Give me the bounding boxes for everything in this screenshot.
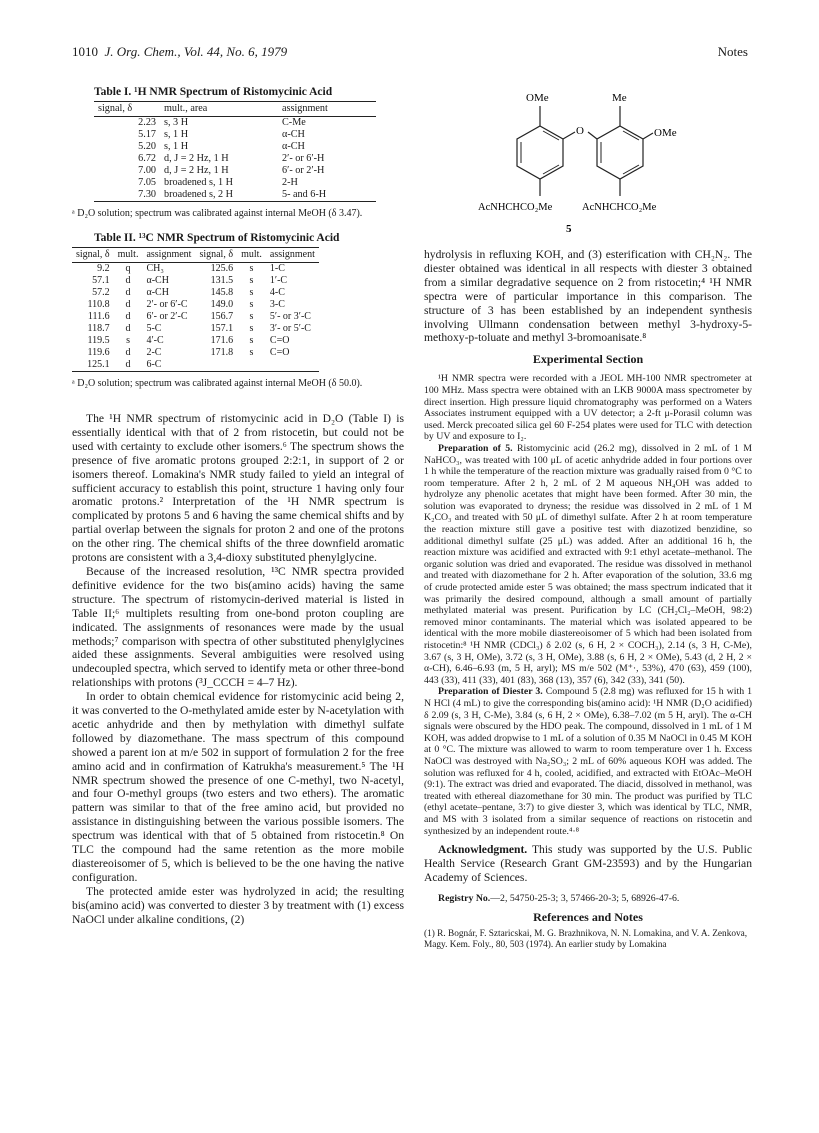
table2-col: assignment	[146, 249, 192, 260]
table-cell	[195, 359, 237, 372]
table-row	[94, 165, 376, 177]
table-cell: d	[125, 359, 131, 370]
table-cell: α-CH	[282, 141, 305, 152]
table-cell: 6′- or 2′-C	[146, 311, 188, 322]
table-cell: 3′- or 5′-C	[269, 323, 311, 334]
table-cell: α-CH	[282, 129, 305, 140]
table-cell: 5- and 6-H	[282, 189, 327, 200]
paragraph: hydrolysis in refluxing KOH, and (3) esterification with CH₂N₂. The diester obtained was identical in all respects with diester 3 obtained from a similar degradative sequence on 2 from ristocetin;⁴ ¹H NMR spectra were of particular importance in this comparison. The structure of 3 has been established by an independent synthesis involving Ullmann condensation between methyl 3-hydroxy-5-methoxy-p-toluate and methyl 3-bromoanisate.⁸	[424, 248, 752, 345]
table2	[72, 247, 319, 372]
table-cell: α-CH	[146, 275, 169, 286]
table1-note: ᵃ D₂O solution; spectrum was calibrated against internal MeOH (δ 3.47).	[72, 208, 363, 219]
table-cell: broadened s, 2 H	[164, 189, 234, 200]
table-row	[72, 323, 319, 335]
table-cell: C-Me	[282, 117, 306, 128]
table-row	[72, 287, 319, 299]
table-cell: 156.7	[210, 311, 234, 322]
table-cell: 57.1	[92, 275, 110, 286]
table-cell: s	[249, 299, 254, 310]
table-cell: 111.6	[87, 311, 110, 322]
table2-col: mult.	[241, 249, 262, 260]
table-cell: 2′- or 6′-H	[282, 153, 325, 164]
paragraph: The protected amide ester was hydrolyzed in acid; the resulting bis(amino acid) was converted to diester 3 by treatment with (1) excess NaOCl under alkaline conditions, (2)	[72, 884, 404, 926]
table-cell: s, 1 H	[164, 141, 189, 152]
table1-header	[94, 102, 376, 117]
references-heading: References and Notes	[533, 910, 643, 925]
table-cell: 1-C	[269, 263, 285, 274]
table1	[94, 101, 376, 202]
registry-text: —2, 54750-25-3; 3, 57466-20-3; 5, 68926-47-6.	[490, 892, 680, 904]
paragraph-title: Preparation of 5.	[438, 442, 513, 454]
ack-text: This study was supported by the U.S. Public Health Service (Research Grant GM-23593) and by the Hungarian Academy of Sciences.	[424, 843, 752, 884]
table-cell: s	[249, 347, 254, 358]
table-cell: 2-C	[146, 347, 162, 358]
table-cell: 171.6	[210, 335, 234, 346]
table-cell: 7.05	[138, 177, 156, 188]
table-cell: 125.1	[87, 359, 110, 370]
structure-label: O	[576, 125, 584, 137]
table-row	[94, 117, 376, 130]
table-cell: 119.6	[87, 347, 110, 358]
table-cell: d	[125, 347, 131, 358]
table-row	[72, 347, 319, 359]
table-cell: s	[249, 335, 254, 346]
compound-number: 5	[566, 223, 572, 235]
table-cell: 2′- or 6′-C	[146, 299, 188, 310]
table-cell: α-CH	[146, 287, 169, 298]
experimental-heading: Experimental Section	[532, 352, 644, 367]
journal-citation: J. Org. Chem., Vol. 44, No. 6, 1979	[104, 44, 288, 59]
paragraph-title: Preparation of Diester 3.	[438, 686, 543, 698]
table-cell	[266, 359, 319, 372]
registry-numbers	[424, 893, 752, 905]
experimental-paragraph: ¹H NMR spectra were recorded with a JEOL MH-100 NMR spectrometer at 100 MHz. Mass spectra were obtained with an LKB 9000A mass spectrometer by direct insertion. High pressure liquid chromatography was performed on a Waters Associates instrument equipped with a UV detector; a 2-ft μ-Porasil column was used. Merck precoated silica gel 60 F-254 plates were used for TLC with detection by UV and exposure to I₂.	[424, 373, 752, 443]
table-cell: d	[125, 287, 131, 298]
ack-title: Acknowledgment.	[438, 843, 528, 857]
table-row	[94, 141, 376, 153]
table-cell: 57.2	[92, 287, 110, 298]
table-cell: 125.6	[210, 263, 234, 274]
table-cell: s	[249, 287, 254, 298]
table-cell: 157.1	[210, 323, 234, 334]
table-row	[72, 263, 319, 276]
table-row	[94, 189, 376, 202]
table-cell: 171.8	[210, 347, 234, 358]
table-row	[94, 177, 376, 189]
table-row	[94, 129, 376, 141]
table-cell: CH₃	[146, 263, 164, 274]
table1-col: mult., area	[164, 103, 208, 114]
table-cell: 118.7	[87, 323, 110, 334]
table-cell: d, J = 2 Hz, 1 H	[164, 153, 229, 164]
table-cell: 110.8	[87, 299, 110, 310]
table1-col: assignment	[282, 103, 328, 114]
table-cell: 131.5	[210, 275, 234, 286]
table-cell: broadened s, 1 H	[164, 177, 234, 188]
table-cell: 6.72	[138, 153, 156, 164]
table-cell: 5-C	[146, 323, 162, 334]
table1-col: signal, δ	[98, 103, 133, 114]
experimental-paragraph	[424, 686, 752, 837]
header-left	[72, 44, 287, 60]
paragraph: The ¹H NMR spectrum of ristomycinic acid in D₂O (Table I) is essentially identical with that of 2 from ristocetin, but could not be used with certainty to exclude other isomers.⁶ The spectrum shows the presence of five aromatic protons grouped 2:2:1, in support of 2 or isomers thereof. Lomakina's NMR study failed to yield an integral of sufficient accuracy to establish this point, structure 1 having only four aromatic protons.² Interpretation of the ¹H NMR spectrum is complicated by protons 5 and 6 having the same chemical shifts and by partial overlap between the signals for proton 2 and one of the protons on the other ring. The chemical shifts of the three downfield aromatic protons are consistent with a 3,4-dioxy substituted phenylglycine.	[72, 412, 404, 565]
reference-1: (1) R. Bognár, F. Sztaricskai, M. G. Brazhnikova, N. N. Lomakina, and V. A. Zenkova, Magy. Kem. Foly., 80, 503 (1974). An earlier study by Lomakina	[424, 929, 748, 951]
structure-label: OMe	[526, 92, 549, 104]
table-cell: 1′-C	[269, 275, 288, 286]
paragraph-text: Compound 5 (2.8 mg) was refluxed for 15 h with 1 N HCl (4 mL) to give the corresponding bis(amino acid): ¹H NMR (D₂O acidified) δ 2.09 (s, 3 H, C-Me), 3.84 (s, 6 H, 2 × OMe), 6.38–7.02 (m 5 H, aryl). The α-CH signals were obscured by the HDO peak. The compound, dissolved in 1 mL of 1 M KOH, was added dropwise to 1 mL of a solution of 0.35 M NaOCl in 0.45 M KOH at 0 °C. The mixture was allowed to warm to room temperature over 1 h. Excess NaOCl was destroyed with Na₂SO₃; 2 mL of 60% aqueous KOH was added. The solution was refluxed for 4 h, cooled, acidified, and extracted with EtOAc–MeOH (9:1). The extract was dried and evaporated. The diacid, dissolved in methanol, was treated with ethereal diazomethane for 30 min. The product was purified by TLC (ethyl acetate–pentane, 3:7) to give diester 3, which was identical by TLC, NMR, and MS with 3 isolated from a similar sequence of reactions on ristocetin and synthesized by an independent route.⁴·⁸	[424, 686, 753, 837]
table-row	[72, 359, 319, 372]
table-cell: d	[125, 275, 131, 286]
table-row	[72, 299, 319, 311]
table-cell: 5′- or 3′-C	[269, 311, 311, 322]
table-cell: s	[126, 335, 130, 346]
table-cell: 2-H	[282, 177, 298, 188]
table-cell: s	[249, 311, 254, 322]
table2-col: signal, δ	[199, 249, 234, 260]
table-cell: q	[125, 263, 131, 274]
table-row	[72, 311, 319, 323]
table-cell: 4-C	[269, 287, 285, 298]
table-cell: d	[125, 323, 131, 334]
table-cell: 6-C	[146, 359, 162, 370]
section-label: Notes	[717, 44, 748, 59]
left-column	[72, 86, 404, 927]
registry-title: Registry No.	[438, 892, 491, 904]
table-cell: 6′- or 2′-H	[282, 165, 325, 176]
paragraph: In order to obtain chemical evidence for ristomycinic acid being 2, it was converted to the O-methylated amide ester by N-acetylation with acetic anhydride and then by methylation with dimethyl sulfate followed by diazomethane. The mass spectrum of this compound showed a parent ion at m/e 502 in support of formulation 2 for the free amino acid and in confirmation of Katrukha's measurement.⁵ The ¹H NMR spectrum showed the presence of one C-methyl, two N-acetyl, and four O-methyl groups (two esters and two ethers). The aromatic pattern was similar to that of the free amino acid, but provided no assistance in distinguishing between the various possible isomers. The spectrum was identical with that of 5 obtained from ristocetin.⁸ On TLC the compound had the same retention as the more mobile diastereoisomer of 5, which is believed to be the one having the native configuration.	[72, 690, 404, 884]
structure-label: OMe	[654, 127, 677, 139]
table-cell: 9.2	[97, 263, 110, 274]
table2-col: assignment	[269, 249, 315, 260]
right-column	[424, 248, 752, 951]
table-row	[72, 335, 319, 347]
structure-label: Me	[612, 92, 627, 104]
table-cell: 4′-C	[146, 335, 164, 346]
paragraph-text: Ristomycinic acid (26.2 mg), dissolved in 2 mL of 1 M NaHCO₃, was treated with 100 μL of acetic anhydride added in four portions over 1 h while the temperature of the reaction mixture was gradually raised from 0 °C to room temperature. After 2 h, 2 mL of 2 M aqueous NH₄OH was added to hydrolyze any phenolic acetates that might have been formed. After 30 min, the solution was evaporated to dryness; the residue was dissolved in 2 mL of 1 M K₂CO₃ and treated with 50 μL of dimethyl sulfate. After 2 h at room temperature the reaction mixture still gave a positive test with diazotized benzidine, so additional dimethyl sulfate (25 μL) was added. After an additional 16 h, the reaction mixture was acidified and extracted with 9:1 ethyl acetate–methanol. The organic solution was dried and evaporated. The residue was dissolved in methanol and treated with diazomethane for 2 h. After evaporation of the solution, 33.6 mg of crude protected amide ester 5 was obtained; the mass spectrum indicated that it was primarily the desired compound, although a small amount of partially methylated material was present. Purification by LC (CH₂Cl₂–MeOH, 98:2) removed minor contaminants. The material which was isolated appeared to be identical with the more mobile diastereoisomer of 5 which had been isolated from ristocetin:⁸ ¹H NMR (CDCl₃) δ 2.02 (s, 6 H, 2 × COCH₃), 2.14 (s, 3 H, C-Me), 3.67 (s, 3 H, OMe), 3.72 (s, 3 H, OMe), 3.88 (s, 6 H, 2 × OMe), 5.43 (d, 2 H, 2 × α-CH), 6.46–6.93 (m, 5 H, aryl); MS m/e 502 (M⁺·, 53%), 470 (63), 459 (100), 443 (33), 411 (33), 401 (83), 368 (13), 357 (6), 342 (33), 341 (50).	[424, 442, 752, 686]
table-cell: 5.20	[138, 141, 156, 152]
table2-col: signal, δ	[76, 249, 110, 260]
table-cell: s	[249, 323, 254, 334]
acknowledgment	[424, 843, 752, 885]
table2-col: mult.	[117, 249, 139, 260]
table-cell: d	[125, 299, 131, 310]
structure-label: AcNHCHCO₂Me	[478, 202, 553, 213]
table-cell: 2.23	[138, 117, 156, 128]
table1-caption: Table I. ¹H NMR Spectrum of Ristomycinic Acid	[94, 86, 333, 98]
table-cell: s, 3 H	[164, 117, 189, 128]
table-cell: 7.00	[138, 165, 156, 176]
table-cell: d, J = 2 Hz, 1 H	[164, 165, 229, 176]
table-cell: 3-C	[269, 299, 285, 310]
experimental-paragraph	[424, 443, 752, 686]
table-cell: 7.30	[138, 189, 156, 200]
table-cell: s	[249, 275, 254, 286]
table-cell: 5.17	[138, 129, 156, 140]
page-number: 1010	[72, 44, 98, 59]
table-cell: C=O	[269, 347, 290, 358]
chemical-structure-5	[470, 86, 730, 236]
table-cell: s	[249, 263, 254, 274]
table-cell: d	[125, 311, 131, 322]
table-cell	[237, 359, 266, 372]
structure-label: AcNHCHCO₂Me	[582, 202, 657, 213]
table-cell: C=O	[269, 335, 290, 346]
table2-header	[72, 248, 319, 263]
table-cell: 149.0	[210, 299, 234, 310]
table2-note: ᵃ D₂O solution; spectrum was calibrated against internal MeOH (δ 50.0).	[72, 378, 363, 389]
table-cell: 119.5	[87, 335, 110, 346]
table2-caption: Table II. ¹³C NMR Spectrum of Ristomycinic Acid	[94, 232, 340, 244]
table-row	[72, 275, 319, 287]
table-row	[94, 153, 376, 165]
table-cell: 145.8	[210, 287, 234, 298]
table-cell: s, 1 H	[164, 129, 189, 140]
paragraph: Because of the increased resolution, ¹³C NMR spectra provided definitive evidence for the two bis(amino acids) having the same structure. The spectrum of ristomycin-derived material is listed in Table II;⁶ multiplets resulting from one-bond proton coupling are indicated. The assignments of resonances were made by the usual methods;⁷ comparison with spectra of other substituted phenylglycines aided these assignments. Several ambiguities were resolved using undecoupled spectra, which served to identify meta or other three-bond relationships with protons (³J_CCCH = 4–7 Hz).	[72, 564, 404, 690]
